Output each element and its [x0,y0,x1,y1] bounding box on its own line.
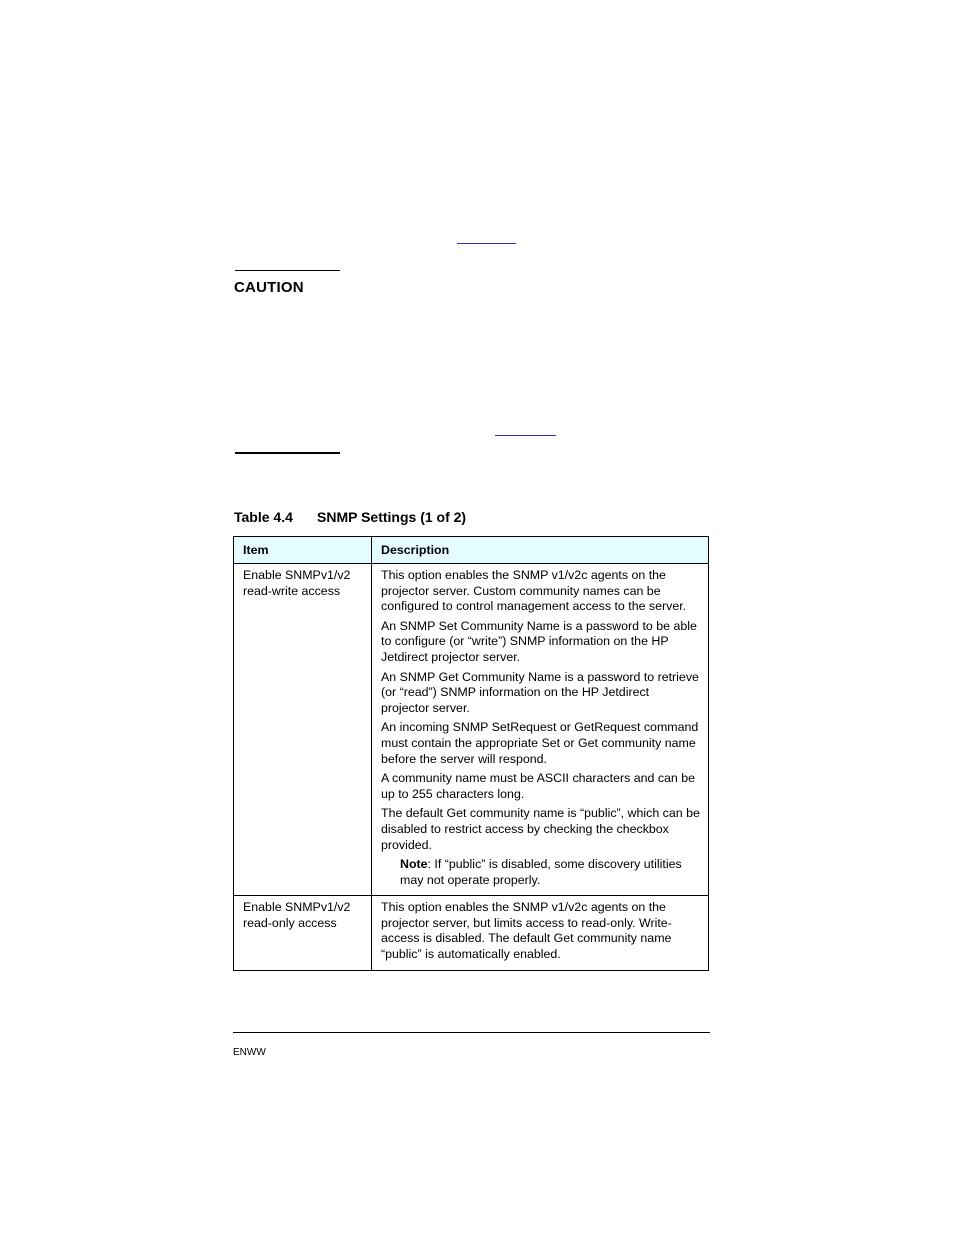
description-paragraph: The default Get community name is “public”, which can be disabled to restrict access by checking the checkbox provided. [381,806,700,852]
note-text: : If “public” is disabled, some discovery utilities may not operate properly. [400,857,682,887]
item-label-line: Enable SNMPv1/v2 [243,568,351,582]
caution-top-rule [235,270,340,271]
footer-rule [233,1032,710,1033]
footer-label: ENWW [233,1047,266,1058]
note-paragraph [381,857,700,888]
table-row [234,896,709,970]
header-description: Description [372,537,709,564]
table-title: SNMP Settings (1 of 2) [317,509,467,525]
note-label: Note [400,857,428,872]
description-paragraph: This option enables the SNMP v1/v2c agents on the projector server, but limits access to read-only. Write-access is disabled. The default Get community name “public” is automatically enabled. [381,900,672,962]
snmp-settings-table [233,536,709,971]
item-label-line: read-write access [243,583,341,598]
table-header-row [234,537,709,564]
link-underline-caution[interactable] [495,435,556,436]
description-cell [372,896,709,970]
caution-bottom-rule [235,452,340,454]
item-cell [234,896,372,970]
description-paragraph: An SNMP Get Community Name is a password to retrieve (or “read”) SNMP information on the HP Jetdirect projector server. [381,669,699,715]
item-label-line: read-only access [243,915,337,930]
description-paragraph: This option enables the SNMP v1/v2c agents on the projector server. Custom community names can be configured to control management access to the server. [381,568,687,614]
description-paragraph: An incoming SNMP SetRequest or GetRequest command must contain the appropriate Set or Get community name before the server will respond. [381,720,699,766]
table-number: Table 4.4 [234,509,293,525]
item-cell [234,564,372,896]
table-caption [234,509,467,525]
description-paragraph: An SNMP Set Community Name is a password to be able to configure (or “write”) SNMP information on the HP Jetdirect projector server. [381,618,697,664]
table-row [234,564,709,896]
item-label-line: Enable SNMPv1/v2 [243,900,351,915]
description-paragraph: A community name must be ASCII characters and can be up to 255 characters long. [381,771,696,801]
caution-label: CAUTION [234,279,304,296]
description-cell [372,564,709,896]
header-item: Item [234,537,372,564]
link-underline-top[interactable] [457,243,516,244]
